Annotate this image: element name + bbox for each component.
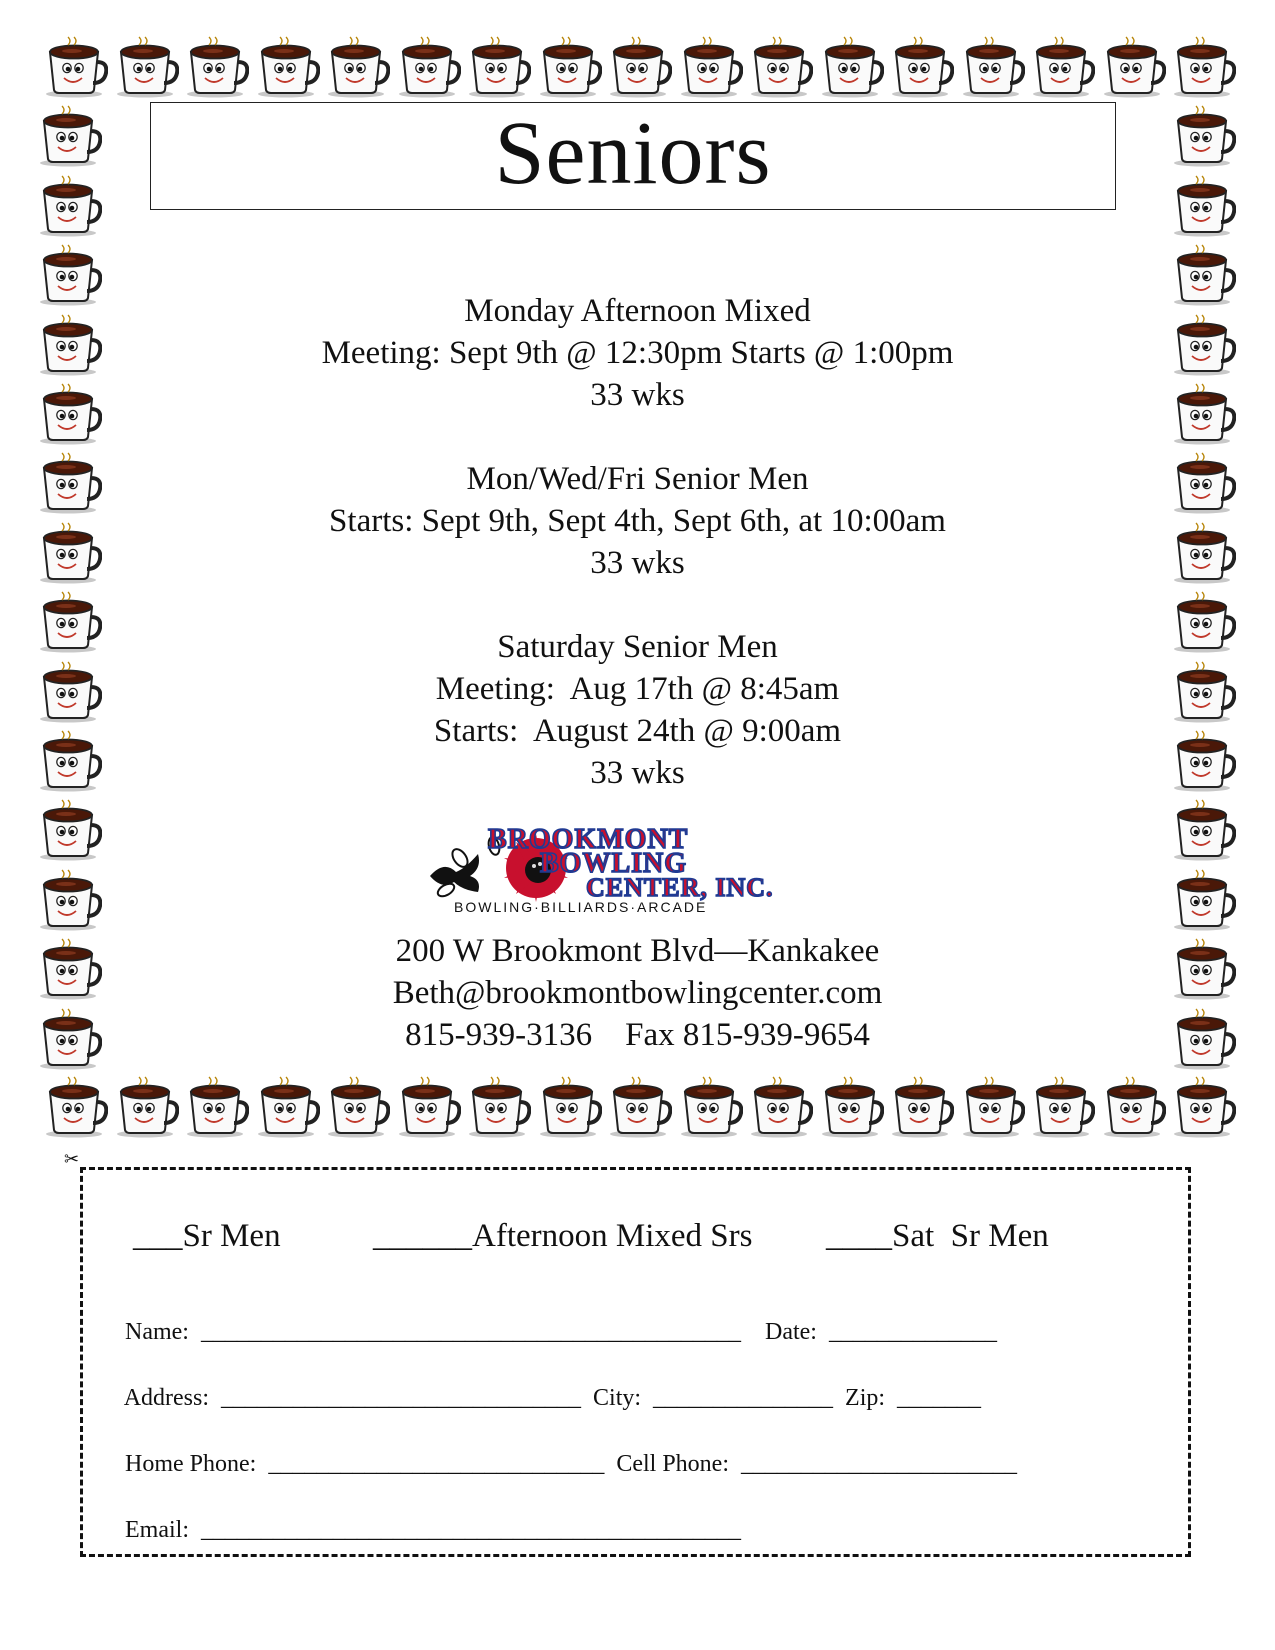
option-afternoon-mixed[interactable]: ______Afternoon Mixed Srs [373, 1218, 753, 1254]
coffee-mug-icon [256, 1076, 320, 1138]
brookmont-logo [416, 818, 856, 914]
league-detail: 33 wks [590, 377, 685, 413]
coffee-mug-icon [1172, 105, 1236, 167]
coffee-mug-icon [38, 1008, 102, 1070]
coffee-mug-icon [1172, 175, 1236, 237]
coffee-mug-icon [538, 1076, 602, 1138]
scissors-icon: ✂ [64, 1149, 80, 1169]
league-monday-afternoon-mixed [220, 290, 1055, 416]
home-phone-label: Home Phone: [125, 1451, 257, 1477]
coffee-mug-icon [38, 522, 102, 584]
coffee-mug-icon [1172, 661, 1236, 723]
coffee-mug-icon [1172, 452, 1236, 514]
logo-line-bowling: BOWLING [540, 848, 688, 879]
coffee-mug-icon [38, 383, 102, 445]
coffee-mug-icon [1172, 869, 1236, 931]
coffee-mug-icon [397, 36, 461, 98]
league-detail: Meeting: Sept 9th @ 12:30pm Starts @ 1:00pm [321, 335, 954, 371]
coffee-mug-icon [326, 36, 390, 98]
name-field[interactable]: _____________________________________________ [200, 1319, 741, 1345]
option-sr-men[interactable]: ___Sr Men [133, 1218, 281, 1254]
coffee-mug-icon [326, 1076, 390, 1138]
logo-tagline: BOWLING·BILLIARDS·ARCADE [454, 899, 708, 914]
contact-info [220, 930, 1055, 1056]
coffee-mug-icon [1172, 1076, 1236, 1138]
coffee-mug-icon [38, 938, 102, 1000]
coffee-mug-icon [1172, 314, 1236, 376]
coffee-mug-icon [1102, 1076, 1166, 1138]
coffee-mug-icon [38, 799, 102, 861]
league-detail: Starts: August 24th @ 9:00am [433, 713, 842, 749]
coffee-mug-icon [38, 314, 102, 376]
coffee-mug-icon [679, 36, 743, 98]
zip-field[interactable]: _______ [897, 1385, 982, 1411]
coffee-mug-icon [38, 175, 102, 237]
coffee-mug-icon [38, 591, 102, 653]
coffee-mug-icon [1172, 36, 1236, 98]
cell-phone-label: Cell Phone: [616, 1451, 729, 1477]
email-label: Email: [125, 1517, 189, 1543]
coffee-mug-icon [185, 1076, 249, 1138]
league-list [220, 290, 1055, 836]
coffee-mug-icon [397, 1076, 461, 1138]
coffee-mug-icon [961, 1076, 1025, 1138]
league-name: Mon/Wed/Fri Senior Men [466, 461, 809, 497]
form-row-email [101, 1490, 741, 1571]
coffee-mug-icon [467, 1076, 531, 1138]
title-box [150, 102, 1116, 210]
league-detail: 33 wks [590, 545, 685, 581]
coffee-mug-icon [890, 1076, 954, 1138]
option-sat-sr-men[interactable]: ____Sat Sr Men [826, 1218, 1049, 1254]
coffee-mug-icon [115, 36, 179, 98]
coffee-mug-icon [679, 1076, 743, 1138]
coffee-mug-icon [1172, 1008, 1236, 1070]
coffee-mug-icon [38, 244, 102, 306]
city-field[interactable]: _______________ [653, 1385, 834, 1411]
coffee-mug-icon [1172, 799, 1236, 861]
coffee-mug-icon [38, 661, 102, 723]
coffee-mug-icon [1172, 383, 1236, 445]
date-label: Date: [764, 1319, 817, 1345]
email-field[interactable]: _____________________________________________ [200, 1517, 741, 1543]
coffee-mug-icon [538, 36, 602, 98]
coffee-mug-icon [820, 36, 884, 98]
coffee-mug-icon [185, 36, 249, 98]
coffee-mug-icon [749, 1076, 813, 1138]
coffee-mug-icon [1172, 591, 1236, 653]
coffee-mug-icon [1031, 1076, 1095, 1138]
coffee-mug-icon [1102, 36, 1166, 98]
contact-phones: 815-939-3136 Fax 815-939-9654 [405, 1017, 870, 1053]
coffee-mug-icon [38, 869, 102, 931]
coffee-mug-icon [38, 452, 102, 514]
coffee-mug-icon [749, 36, 813, 98]
registration-form [80, 1167, 1191, 1557]
page-title: Seniors [494, 104, 772, 203]
cell-phone-field[interactable]: _______________________ [741, 1451, 1017, 1477]
coffee-mug-icon [890, 36, 954, 98]
coffee-mug-icon [608, 36, 672, 98]
coffee-mug-icon [820, 1076, 884, 1138]
home-phone-field[interactable]: ____________________________ [268, 1451, 605, 1477]
league-detail: 33 wks [590, 755, 685, 791]
coffee-mug-icon [1172, 938, 1236, 1000]
coffee-mug-icon [44, 36, 108, 98]
coffee-mug-icon [1172, 244, 1236, 306]
coffee-mug-icon [467, 36, 531, 98]
coffee-mug-icon [115, 1076, 179, 1138]
coffee-mug-icon [256, 36, 320, 98]
coffee-mug-icon [38, 105, 102, 167]
coffee-mug-icon [1172, 522, 1236, 584]
coffee-mug-icon [608, 1076, 672, 1138]
logo-line-center-inc: CENTER, INC. [586, 873, 774, 902]
zip-label: Zip: [845, 1385, 886, 1411]
coffee-mug-icon [1031, 36, 1095, 98]
coffee-mug-icon [38, 730, 102, 792]
date-field[interactable]: ______________ [828, 1319, 997, 1345]
league-saturday-senior-men [220, 626, 1055, 794]
league-name: Monday Afternoon Mixed [464, 293, 811, 329]
address-field[interactable]: ______________________________ [221, 1385, 582, 1411]
name-label: Name: [125, 1319, 189, 1345]
contact-address: 200 W Brookmont Blvd—Kankakee [395, 933, 880, 969]
logo-line-brookmont: BROOKMONT [488, 824, 689, 855]
league-detail: Starts: Sept 9th, Sept 4th, Sept 6th, at 10:00am [329, 503, 946, 539]
contact-email: Beth@brookmontbowlingcenter.com [392, 975, 883, 1011]
league-mon-wed-fri-senior-men [220, 458, 1055, 584]
league-name: Saturday Senior Men [497, 629, 778, 665]
coffee-mug-icon [1172, 730, 1236, 792]
coffee-mug-icon [44, 1076, 108, 1138]
city-label: City: [593, 1385, 642, 1411]
league-detail: Meeting: Aug 17th @ 8:45am [435, 671, 840, 707]
coffee-mug-icon [961, 36, 1025, 98]
address-label: Address: [123, 1385, 210, 1411]
